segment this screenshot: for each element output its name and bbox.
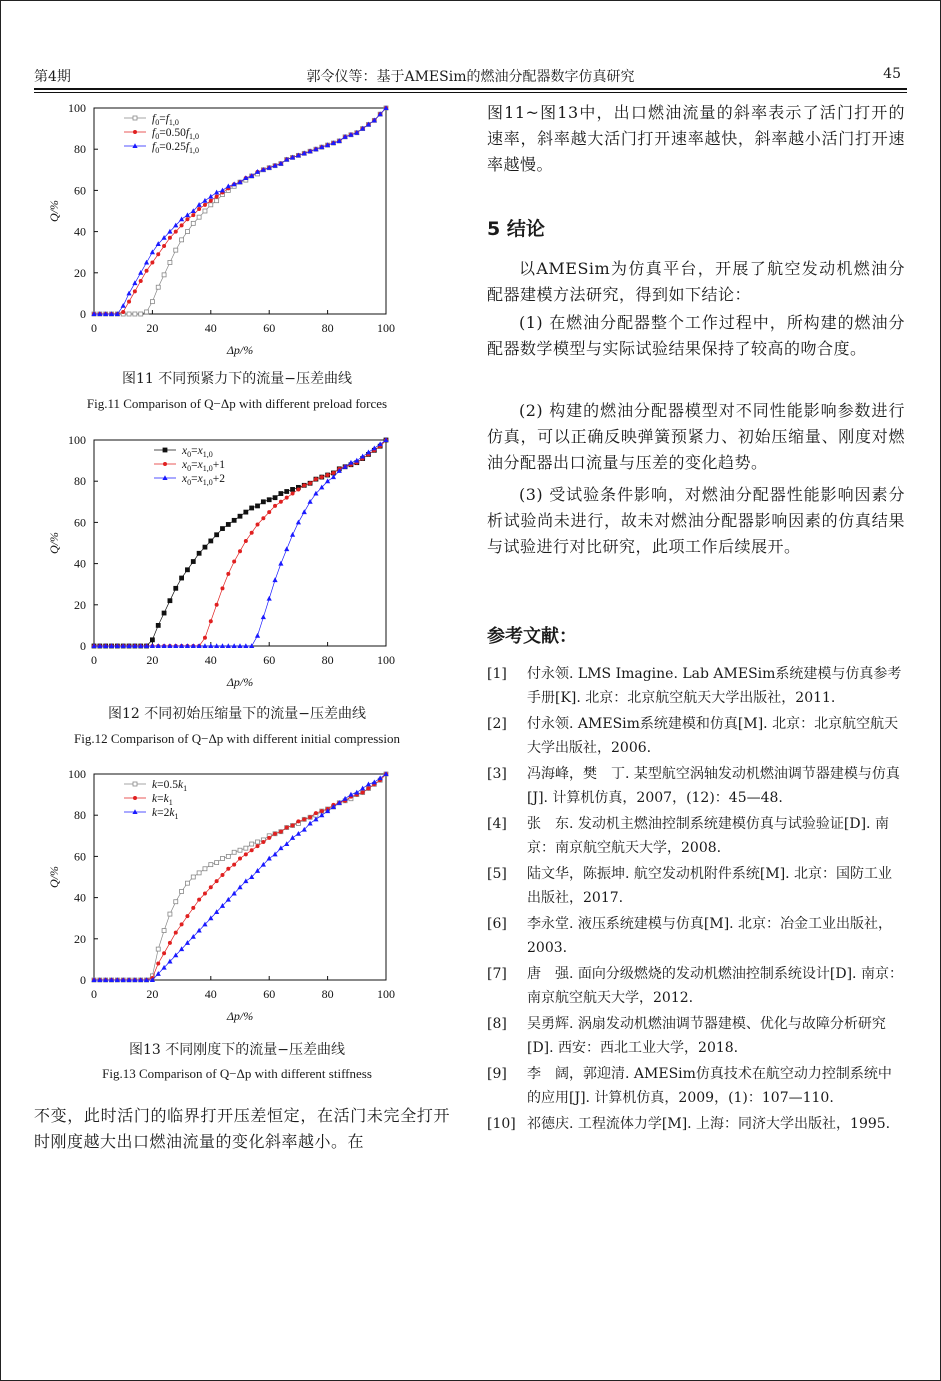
y-tick-label: 40 xyxy=(74,224,86,239)
data-point xyxy=(220,856,224,860)
data-point xyxy=(226,522,230,526)
data-point xyxy=(168,261,172,265)
y-tick-label: 40 xyxy=(74,890,86,905)
data-point xyxy=(185,881,189,885)
running-title: 郭令仪等：基于AMESim的燃油分配器数字仿真研究 xyxy=(306,69,635,85)
data-point xyxy=(250,506,254,510)
reference-item xyxy=(487,712,905,760)
data-point xyxy=(215,861,219,865)
y-tick-label: 80 xyxy=(74,142,86,157)
data-point xyxy=(138,270,143,275)
data-point xyxy=(163,462,167,466)
series-line xyxy=(94,440,386,646)
conclusion-item-1: (1) 在燃油分配器整个工作过程中，所构建的燃油分配器数学模型与实际试验结果保持了较高的吻合度。 xyxy=(487,313,905,358)
reference-text: 张 东. 发动机主燃油控制系统建模仿真与试验验证[D]. 南京：南京航空航天大学，2008. xyxy=(527,816,889,856)
data-point xyxy=(238,514,242,518)
data-point xyxy=(279,500,283,504)
figure-12-caption-en: Fig.12 Comparison of Q−Δp with different initial compression xyxy=(74,731,400,746)
data-point xyxy=(156,252,160,256)
y-tick-label: 0 xyxy=(80,639,86,653)
data-point xyxy=(285,496,289,500)
data-point xyxy=(308,815,312,819)
data-point xyxy=(226,867,230,871)
data-point xyxy=(314,477,318,481)
data-point xyxy=(191,560,195,564)
data-point xyxy=(250,842,254,846)
data-point xyxy=(197,202,202,207)
data-point xyxy=(226,854,230,858)
reference-item xyxy=(487,662,905,710)
reference-item xyxy=(487,812,905,860)
reference-item xyxy=(487,862,905,910)
data-point xyxy=(191,221,195,225)
header-rule-thin xyxy=(34,92,907,93)
data-point xyxy=(203,203,207,207)
data-point xyxy=(197,871,201,875)
reference-text: 陆文华，陈振坤. 航空发动机附件系统[M]. 北京：国防工业出版社，2017. xyxy=(527,866,893,906)
data-point xyxy=(279,830,283,834)
data-point xyxy=(209,203,213,207)
data-point xyxy=(180,238,184,242)
reference-number: [3] xyxy=(487,766,507,782)
figure-11-caption-en: Fig.11 Comparison of Q−Δp with different preload forces xyxy=(86,396,388,411)
data-point xyxy=(267,498,271,502)
reference-text: 唐 强. 面向分级燃烧的发动机燃油控制系统设计[D]. 南京：南京航空航天大学，2012. xyxy=(527,966,903,1006)
data-point xyxy=(296,520,301,525)
data-point xyxy=(325,478,330,483)
x-tick-label: 0 xyxy=(91,987,97,1001)
data-point xyxy=(133,130,137,134)
data-point xyxy=(256,840,260,844)
legend-label: $f_0=f_{1,0}$ xyxy=(152,113,179,127)
data-point xyxy=(366,450,371,455)
data-point xyxy=(267,596,272,601)
data-point xyxy=(162,951,166,955)
x-axis-label: Δp/% xyxy=(226,343,254,357)
data-point xyxy=(191,875,195,879)
y-tick-label: 0 xyxy=(80,973,86,987)
figure-11-plot xyxy=(34,98,474,360)
data-point xyxy=(302,483,306,487)
reference-number: [9] xyxy=(487,1066,507,1082)
x-tick-label: 60 xyxy=(263,653,276,667)
y-tick-label: 80 xyxy=(74,474,86,489)
data-point xyxy=(203,545,207,549)
reference-number: [10] xyxy=(487,1116,516,1132)
data-point xyxy=(372,779,377,784)
data-point xyxy=(273,504,277,508)
data-point xyxy=(174,230,178,234)
data-point xyxy=(296,831,301,836)
data-point xyxy=(244,846,248,850)
data-point xyxy=(209,199,213,203)
data-point xyxy=(378,441,383,446)
header-rule xyxy=(34,88,907,90)
data-point xyxy=(354,790,359,795)
data-point xyxy=(174,248,178,252)
data-point xyxy=(243,878,248,883)
data-point xyxy=(226,572,230,576)
data-point xyxy=(256,504,260,508)
y-tick-label: 0 xyxy=(80,307,86,321)
data-point xyxy=(132,280,137,285)
data-point xyxy=(133,782,137,786)
data-point xyxy=(209,863,213,867)
legend-label: $f_0=0.25f_{1,0}$ xyxy=(152,141,200,155)
data-point xyxy=(197,551,201,555)
legend-label: $x_0=x_{1,0}$ xyxy=(182,445,213,459)
references-title: 参考文献： xyxy=(487,626,577,647)
figure-explanation-paragraph: 图11~图13中，出口燃油流量的斜率表示了活门打开的速率，斜率越大活门打开速率越快，斜率越小活门打开速率越慢。 xyxy=(487,103,905,174)
references-list xyxy=(487,662,905,1138)
data-point xyxy=(361,791,365,795)
conclusion-item-3: (3) 受试验条件影响，对燃油分配器性能影响因素分析试验尚未进行，故未对燃油分配器影响因素的仿真结果与试验进行对比研究，此项工作后续展开。 xyxy=(487,485,905,556)
figure-13-caption-en: Fig.13 Comparison of Q−Δp with different stiffness xyxy=(102,1066,372,1081)
data-point xyxy=(378,775,383,780)
data-point xyxy=(209,885,213,889)
reference-item xyxy=(487,1112,905,1136)
y-tick-label: 20 xyxy=(74,265,86,280)
plot-frame xyxy=(94,774,386,980)
y-tick-label: 100 xyxy=(68,433,86,447)
data-point xyxy=(278,845,283,850)
data-point xyxy=(308,481,312,485)
reference-text: 祁德庆. 工程流体力学[M]. 上海：同济大学出版社，1995. xyxy=(527,1116,891,1132)
reference-item xyxy=(487,762,905,810)
reference-item xyxy=(487,1062,905,1110)
x-tick-label: 60 xyxy=(263,987,276,1001)
reference-text: 冯海峰，樊 丁. 某型航空涡轴发动机燃油调节器建模与仿真[J]. 计算机仿真，2007，(12)：45—48. xyxy=(527,766,900,806)
legend-label: $k=k_1$ xyxy=(152,793,173,807)
data-point xyxy=(272,577,277,582)
data-point xyxy=(139,279,143,283)
data-point xyxy=(256,844,260,848)
data-point xyxy=(126,291,131,296)
data-point xyxy=(215,533,219,537)
reference-number: [1] xyxy=(487,666,507,682)
data-point xyxy=(285,826,289,830)
x-axis-label: Δp/% xyxy=(226,675,254,689)
data-point xyxy=(250,848,254,852)
data-point xyxy=(238,848,242,852)
x-axis-label: Δp/% xyxy=(226,1009,254,1023)
data-point xyxy=(197,207,201,211)
data-point xyxy=(133,116,137,120)
data-point xyxy=(156,285,160,289)
y-tick-label: 20 xyxy=(74,597,86,612)
reference-number: [7] xyxy=(487,966,507,982)
reference-text: 吴勇辉. 涡扇发动机燃油调节器建模、优化与故障分析研究[D]. 西安：西北工业大学，2018. xyxy=(527,1016,886,1056)
data-point xyxy=(180,576,184,580)
data-point xyxy=(291,824,295,828)
data-point xyxy=(238,856,242,860)
page-number: 45 xyxy=(883,66,901,82)
data-point xyxy=(232,863,236,867)
series-line xyxy=(94,440,386,646)
data-point xyxy=(162,273,166,277)
data-point xyxy=(232,560,236,564)
data-point xyxy=(185,914,189,918)
data-point xyxy=(197,898,201,902)
legend-label: $k=0.5k_1$ xyxy=(152,779,188,793)
data-point xyxy=(250,531,254,535)
data-point xyxy=(209,539,213,543)
data-point xyxy=(121,303,126,308)
data-point xyxy=(354,458,359,463)
data-point xyxy=(179,216,184,221)
data-point xyxy=(220,586,224,590)
data-point xyxy=(343,796,348,801)
x-tick-label: 40 xyxy=(204,653,217,667)
x-tick-label: 60 xyxy=(263,321,276,335)
data-point xyxy=(261,614,266,619)
data-point xyxy=(202,198,207,203)
reference-number: [2] xyxy=(487,716,507,732)
data-point xyxy=(208,194,213,199)
data-point xyxy=(290,835,295,840)
series-line xyxy=(94,774,386,980)
data-point xyxy=(150,638,154,642)
data-point xyxy=(150,300,154,304)
data-point xyxy=(244,510,248,514)
x-tick-label: 0 xyxy=(91,321,97,335)
data-point xyxy=(156,947,160,951)
series-line xyxy=(94,774,386,980)
data-point xyxy=(273,496,277,500)
data-point xyxy=(267,510,271,514)
data-point xyxy=(244,539,248,543)
data-point xyxy=(197,215,201,219)
data-point xyxy=(168,599,172,603)
x-tick-label: 80 xyxy=(321,653,334,667)
data-point xyxy=(127,312,131,316)
data-point xyxy=(168,236,172,240)
reference-item xyxy=(487,1012,905,1060)
y-tick-label: 60 xyxy=(74,183,86,198)
data-point xyxy=(133,289,137,293)
x-tick-label: 40 xyxy=(204,321,217,335)
figure-13-plot xyxy=(34,764,474,1026)
data-point xyxy=(185,217,189,221)
data-point xyxy=(168,912,172,916)
x-tick-label: 20 xyxy=(146,653,159,667)
reference-number: [5] xyxy=(487,866,507,882)
reference-item xyxy=(487,912,905,960)
data-point xyxy=(326,473,330,477)
data-point xyxy=(162,244,166,248)
data-point xyxy=(185,568,189,572)
figure-13-chart xyxy=(34,764,474,1026)
data-point xyxy=(290,532,295,537)
data-point xyxy=(163,448,167,452)
data-point xyxy=(256,522,260,526)
data-point xyxy=(162,929,166,933)
data-point xyxy=(121,310,125,314)
data-point xyxy=(302,509,307,514)
data-point xyxy=(203,891,207,895)
data-point xyxy=(261,516,265,520)
x-tick-label: 100 xyxy=(377,653,395,667)
data-point xyxy=(133,796,137,800)
data-point xyxy=(238,549,242,553)
x-tick-label: 100 xyxy=(377,321,395,335)
data-point xyxy=(180,889,184,893)
data-point xyxy=(244,852,248,856)
left-column-paragraph: 不变，此时活门的临界打开压差恒定，在活门未完全打开时刚度越大出口燃油流量的变化斜率越小。在 xyxy=(34,1106,450,1151)
data-point xyxy=(215,195,219,199)
data-point xyxy=(174,931,178,935)
reference-number: [6] xyxy=(487,916,507,932)
data-point xyxy=(360,454,365,459)
figure-12-plot xyxy=(34,430,474,692)
x-tick-label: 0 xyxy=(91,653,97,667)
x-tick-label: 20 xyxy=(146,321,159,335)
legend-label: $x_0=x_{1,0}+1$ xyxy=(182,459,225,473)
reference-number: [8] xyxy=(487,1016,507,1032)
data-point xyxy=(133,312,137,316)
figure-12-caption-cn: 图12 不同初始压缩量下的流量−压差曲线 xyxy=(108,706,366,722)
section-title: 5 结论 xyxy=(487,218,545,240)
legend-label: $f_0=0.50f_{1,0}$ xyxy=(152,127,200,141)
y-tick-label: 80 xyxy=(74,808,86,823)
data-point xyxy=(372,445,377,450)
figure-12-chart xyxy=(34,430,474,692)
data-point xyxy=(174,586,178,590)
y-tick-label: 20 xyxy=(74,931,86,946)
reference-text: 付永领. AMESim系统建模和仿真[M]. 北京：北京航空航天大学出版社，2006. xyxy=(527,716,899,756)
y-axis-label: Q/% xyxy=(47,532,61,554)
plot-frame xyxy=(94,440,386,646)
data-point xyxy=(296,487,300,491)
reference-item xyxy=(487,962,905,1010)
y-tick-label: 60 xyxy=(74,849,86,864)
data-point xyxy=(162,611,166,615)
data-point xyxy=(261,840,265,844)
conclusion-intro: 以AMESim为仿真平台，开展了航空发动机燃油分配器建模方法研究，得到如下结论： xyxy=(487,259,905,304)
data-point xyxy=(180,922,184,926)
reference-text: 付永领. LMS Imagine. Lab AMESim系统建模与仿真参考手册[K]. 北京：北京航空航天大学出版社，2011. xyxy=(527,666,902,706)
data-point xyxy=(185,230,189,234)
legend-label: $k=2k_1$ xyxy=(152,807,179,821)
data-point xyxy=(232,850,236,854)
data-point xyxy=(261,500,265,504)
y-axis-label: Q/% xyxy=(47,866,61,888)
data-point xyxy=(168,941,172,945)
data-point xyxy=(220,188,225,193)
data-point xyxy=(145,310,149,314)
data-point xyxy=(307,821,312,826)
data-point xyxy=(215,603,219,607)
reference-text: 李 阔，郭迎清. AMESim仿真技术在航空动力控制系统中的应用[J]. 计算机仿真，2009，(1)：107—110. xyxy=(527,1066,892,1106)
data-point xyxy=(180,223,184,227)
data-point xyxy=(285,490,289,494)
x-tick-label: 100 xyxy=(377,987,395,1001)
figure-11-chart xyxy=(34,98,474,360)
data-point xyxy=(284,546,289,551)
series-line xyxy=(94,774,386,980)
data-point xyxy=(232,518,236,522)
data-point xyxy=(215,879,219,883)
data-point xyxy=(203,867,207,871)
data-point xyxy=(144,260,149,265)
y-tick-label: 60 xyxy=(74,515,86,530)
data-point xyxy=(156,962,160,966)
data-point xyxy=(320,475,324,479)
data-point xyxy=(220,527,224,531)
data-point xyxy=(255,633,260,638)
reference-text: 李永堂. 液压系统建模与仿真[M]. 北京：冶金工业出版社，2003. xyxy=(527,916,893,956)
data-point xyxy=(150,261,154,265)
data-point xyxy=(267,856,272,861)
x-tick-label: 80 xyxy=(321,321,334,335)
data-point xyxy=(203,209,207,213)
legend-label: $x_0=x_{1,0}+2$ xyxy=(182,473,225,487)
figure-13-caption-cn: 图13 不同刚度下的流量−压差曲线 xyxy=(129,1042,345,1058)
series-line xyxy=(94,108,386,314)
data-point xyxy=(360,786,365,791)
reference-number: [4] xyxy=(487,816,507,832)
data-point xyxy=(366,786,370,790)
y-tick-label: 40 xyxy=(74,556,86,571)
y-tick-label: 100 xyxy=(68,101,86,115)
data-point xyxy=(279,492,283,496)
data-point xyxy=(191,906,195,910)
data-point xyxy=(203,636,207,640)
data-point xyxy=(273,832,277,836)
data-point xyxy=(291,487,295,491)
data-point xyxy=(296,819,300,823)
data-point xyxy=(145,269,149,273)
series-line xyxy=(94,440,386,646)
data-point xyxy=(291,492,295,496)
issue-number: 第4期 xyxy=(34,69,71,85)
data-point xyxy=(215,199,219,203)
x-tick-label: 80 xyxy=(321,987,334,1001)
y-tick-label: 100 xyxy=(68,767,86,781)
data-point xyxy=(132,809,137,814)
figure-11-caption-cn: 图11 不同预紧力下的流量−压差曲线 xyxy=(122,371,352,387)
data-point xyxy=(127,300,131,304)
data-point xyxy=(220,873,224,877)
data-point xyxy=(139,312,143,316)
data-point xyxy=(302,817,306,821)
conclusion-item-2: (2) 构建的燃油分配器模型对不同性能影响参数进行仿真，可以正确反映弹簧预紧力、初始压缩量、刚度对燃油分配器出口流量与压差的变化趋势。 xyxy=(487,401,905,472)
data-point xyxy=(191,213,195,217)
data-point xyxy=(185,212,190,217)
data-point xyxy=(267,836,271,840)
x-tick-label: 20 xyxy=(146,987,159,1001)
data-point xyxy=(314,811,318,815)
data-point xyxy=(209,619,213,623)
y-axis-label: Q/% xyxy=(47,200,61,222)
data-point xyxy=(278,561,283,566)
x-tick-label: 40 xyxy=(204,987,217,1001)
data-point xyxy=(156,623,160,627)
data-point xyxy=(174,900,178,904)
